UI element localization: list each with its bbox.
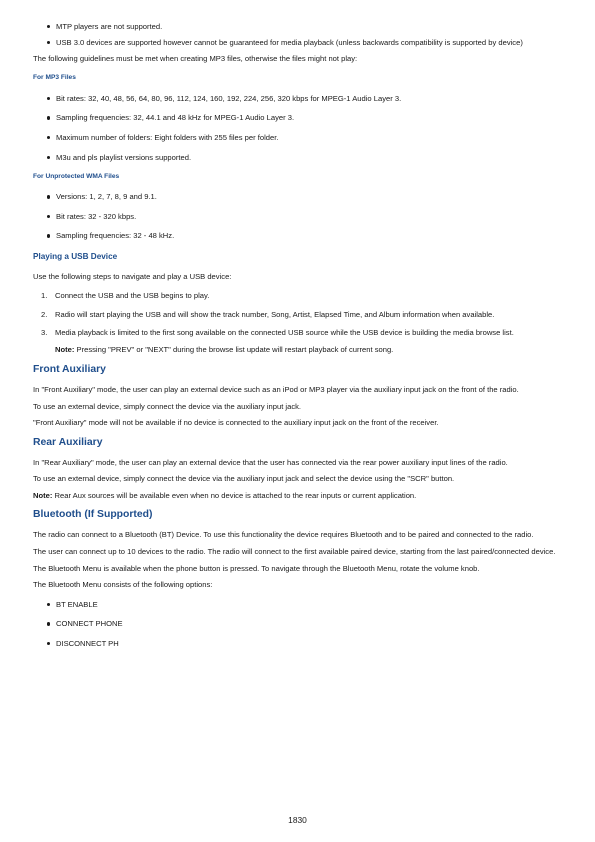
front-aux-heading: Front Auxiliary [33, 363, 106, 375]
step-item [33, 328, 563, 338]
list-item: M3u and pls playlist versions supported. [33, 153, 563, 163]
usb-heading: Playing a USB Device [33, 251, 118, 261]
bluetooth-p1: The radio can connect to a Bluetooth (BT) Device. To use this functionality the device requires Bluetooth and to be paired and connected to the radio. [33, 530, 534, 540]
list-item: MTP players are not supported. [33, 22, 563, 32]
rear-aux-p1: In "Rear Auxiliary" mode, the user can play an external device that the user has connected via the rear power auxiliary input lines of the radio. [33, 457, 508, 467]
usb-steps [33, 291, 563, 338]
list-item: Bit rates: 32, 40, 48, 56, 64, 80, 96, 112, 124, 160, 192, 224, 256, 320 kbps for MPEG-1 Audio Layer 3. [33, 94, 563, 104]
guidelines-intro: The following guidelines must be met when creating MP3 files, otherwise the files might not play: [33, 54, 358, 64]
list-item: Versions: 1, 2, 7, 8, 9 and 9.1. [33, 192, 563, 202]
list-item: Sampling frequencies: 32, 44.1 and 48 kHz for MPEG-1 Audio Layer 3. [33, 113, 563, 123]
note-text: Rear Aux sources will be available even when no device is attached to the rear inputs or current application. [52, 490, 417, 500]
rear-aux-note [33, 491, 563, 501]
note-label: Note: [55, 345, 75, 355]
step-number: 3. [41, 327, 48, 337]
page-number: 1830 [288, 815, 307, 825]
front-aux-p3: "Front Auxiliary" mode will not be available if no device is connected to the auxiliary input jack on the front of the receiver. [33, 418, 439, 428]
note-text: Pressing "PREV" or "NEXT" during the browse list update will restart playback of current song. [74, 345, 394, 355]
wma-heading: For Unprotected WMA Files [33, 173, 120, 181]
step-text: Connect the USB and the USB begins to play. [55, 290, 210, 300]
step-item [33, 310, 563, 320]
step-item [33, 291, 563, 301]
step-number: 2. [41, 310, 48, 320]
front-aux-p1: In "Front Auxiliary" mode, the user can play an external device such as an iPod or MP3 player via the auxiliary input jack on the front of the radio. [33, 384, 519, 394]
list-item: Bit rates: 32 - 320 kbps. [33, 212, 563, 222]
mp3-heading: For MP3 Files [33, 73, 76, 81]
step-text: Media playback is limited to the first song available on the connected USB source while the USB device is building the media browse list. [55, 327, 514, 337]
list-item: Maximum number of folders: Eight folders with 255 files per folder. [33, 133, 563, 143]
rear-aux-p2: To use an external device, simply connect the device via the auxiliary input jack and select the device using the "SCR" button. [33, 474, 455, 484]
list-item: CONNECT PHONE [33, 619, 563, 629]
mp3-list [33, 94, 563, 162]
step-number: 1. [41, 290, 48, 300]
bluetooth-p3: The Bluetooth Menu is available when the phone button is pressed. To navigate through the Bluetooth Menu, rotate the volume knob. [33, 563, 480, 573]
list-item: USB 3.0 devices are supported however cannot be guaranteed for media playback (unless backwards compatibility is supported by device) [33, 38, 563, 48]
wma-list [33, 192, 563, 241]
usb-support-list [33, 22, 563, 47]
page-content [33, 22, 563, 649]
note-label: Note: [33, 490, 53, 500]
bluetooth-p2: The user can connect up to 10 devices to the radio. The radio will connect to the first available paired device, starting from the last paired/connected device. [33, 547, 556, 557]
bluetooth-options [33, 600, 563, 649]
bluetooth-p4: The Bluetooth Menu consists of the following options: [33, 580, 213, 590]
step-text: Radio will start playing the USB and will show the track number, Song, Artist, Elapsed Time, and Album information when available. [55, 310, 495, 320]
usb-intro: Use the following steps to navigate and play a USB device: [33, 271, 232, 281]
rear-aux-heading: Rear Auxiliary [33, 436, 103, 448]
usb-note [33, 345, 563, 355]
front-aux-p2: To use an external device, simply connect the device via the auxiliary input jack. [33, 401, 302, 411]
list-item: BT ENABLE [33, 600, 563, 610]
bluetooth-heading: Bluetooth (If Supported) [33, 509, 153, 521]
list-item: Sampling frequencies: 32 - 48 kHz. [33, 231, 563, 241]
list-item: DISCONNECT PH [33, 639, 563, 649]
